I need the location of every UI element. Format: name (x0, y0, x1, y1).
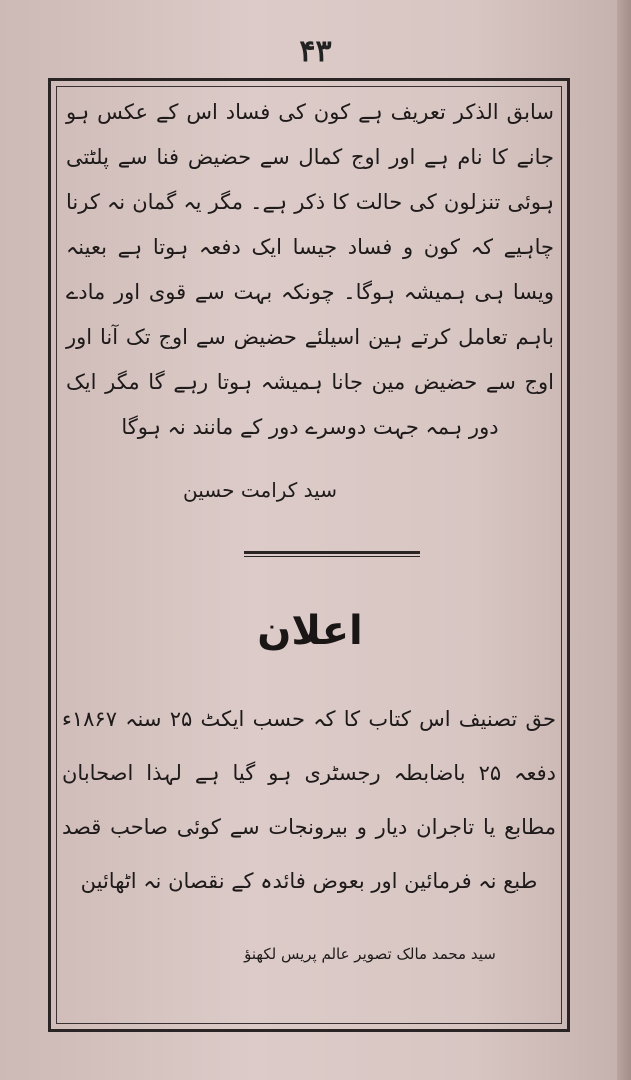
body-paragraph: سابق الذکر تعریف ہے کون کی فساد اس کے عکس ہو جانے کا نام ہے اور اوج کمال سے حضیض فنا سے پلٹتی ہوئی تنزلون کی حالت کا ذکر ہے۔ مگر یہ گمان نہ کرنا چاہیے کہ کون و فساد جیسا ایک دفعہ ہوتا ہے بعینہ ویسا ہی ہمیشہ ہوگا۔ چونکہ بہت سے قوی اور مادے باہم تعامل کرتے ہین اسیلئے حضیض سے اوج تک آنا اور اوج سے حضیض مین جانا ہمیشہ ہوتا رہے گا مگر ایک دور ہمہ جہت دوسرے دور کے مانند نہ ہوگا (66, 100, 554, 439)
body-text-block (66, 90, 554, 450)
author-signature: سید کرامت حسین (183, 478, 337, 502)
page-number: ۴۳ (299, 34, 332, 69)
notice-text: حق تصنیف اس کتاب کا کہ حسب ایکٹ ۲۵ سنہ ۱۸۶۷ء دفعہ ۲۵ باضابطہ رجسٹری ہو گیا ہے لہذا اصحابان مطابع یا تاجران دیار و بیرونجات سے کوئی صاحب قصد طبع نہ فرمائین اور بعوض فائدہ کے نقصان نہ اٹھائین (62, 707, 556, 893)
page-edge (617, 0, 631, 1080)
notice-heading: اعلان (257, 608, 363, 654)
publisher-signature: سید محمد مالک تصویر عالم پریس لکھنؤ (244, 945, 496, 963)
section-divider (244, 551, 420, 557)
